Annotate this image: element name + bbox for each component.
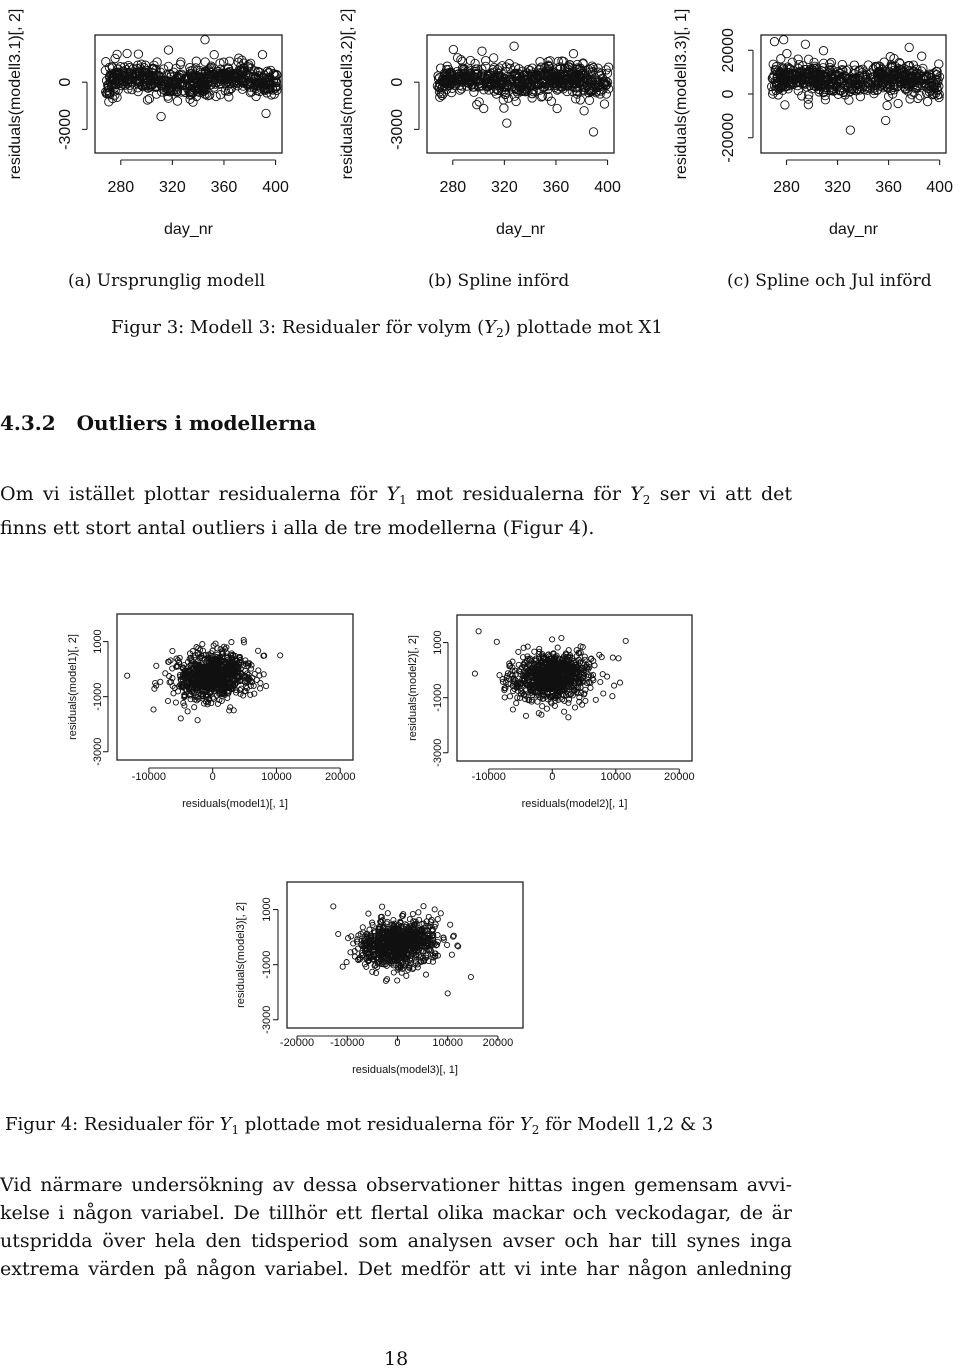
data-point [838, 60, 846, 68]
x-axis-label: day_nr [829, 221, 878, 238]
subcaption-c: (c) Spline och Jul införd [727, 271, 932, 291]
data-point [336, 931, 341, 936]
p1-sub-2: 2 [642, 493, 651, 507]
data-point [423, 972, 428, 977]
data-point [445, 942, 450, 947]
data-point [593, 697, 598, 702]
data-point [583, 698, 588, 703]
data-point [819, 47, 827, 55]
data-point [918, 52, 926, 60]
x-axis-label: day_nr [164, 221, 213, 238]
paragraph-2-line-1: Vid närmare undersökning av dessa observationer hittas ingen gemensam avvi- [0, 1174, 792, 1196]
data-point [435, 917, 440, 922]
p1-var-1: Y [386, 483, 400, 505]
x-tick-label: 320 [491, 179, 518, 196]
paragraph-2-line-4: extrema värden på någon variabel. Det medför att vi inte har någon anledning [0, 1258, 792, 1280]
figure-4-caption-pre: Figur 4: Residualer för [5, 1114, 220, 1135]
data-point [850, 61, 858, 69]
figure-4-caption-post: för Modell 1,2 & 3 [539, 1114, 714, 1135]
data-point [562, 709, 567, 714]
figure-3-caption-pre: Figur 3: Modell 3: Residualer för volym ( [111, 317, 485, 338]
x-tick-label: 10000 [261, 771, 292, 783]
x-tick-label: 280 [439, 179, 467, 196]
subcaption-a: (a) Ursprunglig modell [68, 271, 266, 291]
data-point [623, 638, 628, 643]
data-point [572, 705, 577, 710]
x-tick-label: -10000 [471, 771, 506, 783]
x-tick-label: -10000 [330, 1037, 365, 1049]
y-tick-label: -1000 [432, 683, 444, 712]
data-point [882, 116, 890, 124]
paragraph-2-line-3: utspridda över hela den tidsperiod som analysen avser och har till synes inga [0, 1230, 792, 1252]
x-tick-label: 280 [773, 179, 800, 196]
data-point [583, 687, 588, 692]
data-point [894, 99, 902, 107]
data-point [416, 910, 421, 915]
data-point [344, 960, 349, 965]
data-point [448, 922, 453, 927]
page-number: 18 [384, 1348, 409, 1370]
y-tick-label: -1000 [92, 682, 104, 711]
figure-4-caption-sub-1: 1 [231, 1123, 240, 1137]
figure-3-caption-var: Y [484, 317, 497, 338]
data-point [445, 991, 450, 996]
x-tick-label: 360 [542, 179, 570, 196]
data-point [426, 914, 431, 919]
data-point [385, 911, 390, 916]
data-point [617, 680, 622, 685]
x-tick-label: 320 [159, 179, 186, 196]
section-number: 4.3.2 [0, 411, 56, 435]
x-axis-label: residuals(model3)[, 1] [352, 1064, 458, 1076]
data-point [559, 635, 564, 640]
data-point [384, 921, 389, 926]
data-point [610, 655, 615, 660]
data-point [780, 36, 788, 44]
x-tick-label: 400 [594, 179, 621, 196]
data-point [366, 911, 371, 916]
data-point [391, 970, 396, 975]
section-title: Outliers i modellerna [76, 411, 317, 435]
paragraph-1-line-2: finns ett stort antal outliers i alla de tre modellerna (Figur 4). [0, 517, 595, 539]
y-tick-label: 1000 [261, 897, 273, 922]
figure-4-caption-var-1: Y [219, 1114, 232, 1135]
x-axis-label: residuals(model1)[, 1] [182, 798, 288, 810]
y-tick-label: -3000 [432, 738, 444, 767]
x-axis-label: day_nr [496, 221, 545, 238]
p1-text-b: mot residualerna för [406, 483, 631, 505]
data-point [935, 60, 943, 68]
data-point [383, 978, 388, 983]
p1-text-a: Om vi istället plottar residualerna för [0, 483, 387, 505]
subcaption-b: (b) Spline införd [428, 271, 570, 291]
x-tick-label: 20000 [664, 771, 695, 783]
data-point [540, 704, 545, 709]
figure-4-caption-sub-2: 2 [531, 1123, 540, 1137]
x-tick-label: -20000 [279, 1037, 315, 1049]
data-point [616, 656, 621, 661]
data-point [846, 126, 854, 134]
x-tick-label: 20000 [324, 771, 356, 783]
x-tick-label: 400 [926, 179, 953, 196]
data-point [588, 685, 593, 690]
data-point [905, 43, 913, 51]
data-point [404, 973, 409, 978]
y-tick-label: -3000 [57, 108, 74, 150]
y-tick-label: 0 [720, 89, 737, 99]
data-point [331, 904, 336, 909]
data-point [429, 917, 434, 922]
x-tick-label: 280 [107, 179, 135, 196]
y-axis-label: residuals(modell3.3)[, 1] [673, 8, 690, 180]
data-point [340, 964, 345, 969]
y-tick-label: -3000 [389, 108, 406, 150]
y-tick-label: -1000 [261, 950, 273, 979]
data-point [360, 925, 365, 930]
x-axis-label: residuals(model2)[, 1] [521, 798, 628, 810]
paragraph-2-line-2: kelse i någon variabel. De tillhör ett flertal olika mackar och veckodagar, de är [0, 1202, 792, 1224]
y-tick-label: 0 [389, 77, 406, 87]
y-tick-label: 1000 [92, 629, 104, 654]
x-tick-label: 0 [394, 1037, 401, 1049]
data-point [555, 645, 560, 650]
data-point [598, 679, 603, 684]
data-point [410, 911, 415, 916]
data-point [566, 715, 571, 720]
y-tick-label: 20000 [720, 28, 737, 73]
paragraph-2 [0, 1171, 792, 1283]
data-point [770, 37, 778, 45]
data-point [605, 674, 610, 679]
p1-text-c: ser vi att det [650, 483, 792, 505]
x-tick-label: 10000 [432, 1037, 463, 1049]
figure-4-caption [5, 1115, 713, 1140]
figure-4c-scatter [0, 0, 540, 1090]
data-point [432, 907, 437, 912]
data-point [550, 637, 555, 642]
x-tick-label: 0 [549, 771, 556, 783]
data-point [801, 40, 809, 48]
x-tick-label: 0 [209, 771, 216, 783]
y-tick-label: -3000 [92, 737, 104, 766]
y-axis-label: residuals(modell3.2)[, 2] [339, 8, 356, 180]
data-point [438, 911, 443, 916]
x-tick-label: -10000 [131, 771, 167, 783]
data-point [783, 49, 791, 57]
data-point [380, 904, 385, 909]
data-point [421, 904, 426, 909]
x-tick-label: 10000 [600, 771, 632, 783]
x-tick-label: 360 [210, 179, 238, 196]
data-point [468, 974, 473, 979]
figure-3-caption-post: ) plottade mot X1 [503, 317, 663, 338]
x-tick-label: 20000 [482, 1037, 514, 1049]
y-axis-label: residuals(model1)[, 2] [67, 634, 79, 740]
y-axis-label: residuals(modell3.1)[, 2] [7, 8, 24, 180]
figure-3-caption-sub: 2 [496, 326, 504, 340]
y-tick-label: 1000 [432, 630, 444, 655]
data-point [883, 101, 891, 109]
data-point [449, 952, 454, 957]
y-axis-label: residuals(model3)[, 2] [235, 902, 247, 1008]
x-tick-label: 400 [262, 179, 289, 196]
y-tick-label: -20000 [720, 112, 737, 163]
data-point [612, 683, 617, 688]
data-point [601, 691, 606, 696]
x-tick-label: 360 [875, 179, 902, 196]
y-tick-label: 0 [57, 77, 74, 87]
p1-sub-1: 1 [399, 493, 407, 507]
p1-var-2: Y [630, 483, 643, 505]
y-axis-label: residuals(model2)[, 2] [407, 635, 419, 741]
x-tick-label: 320 [824, 179, 851, 196]
figure-4-caption-mid: plottade mot residualerna för [239, 1114, 520, 1135]
figure-4-caption-var-2: Y [519, 1114, 532, 1135]
data-point [781, 101, 789, 109]
data-point [395, 978, 400, 983]
data-point [610, 694, 615, 699]
y-tick-label: -3000 [261, 1005, 273, 1034]
